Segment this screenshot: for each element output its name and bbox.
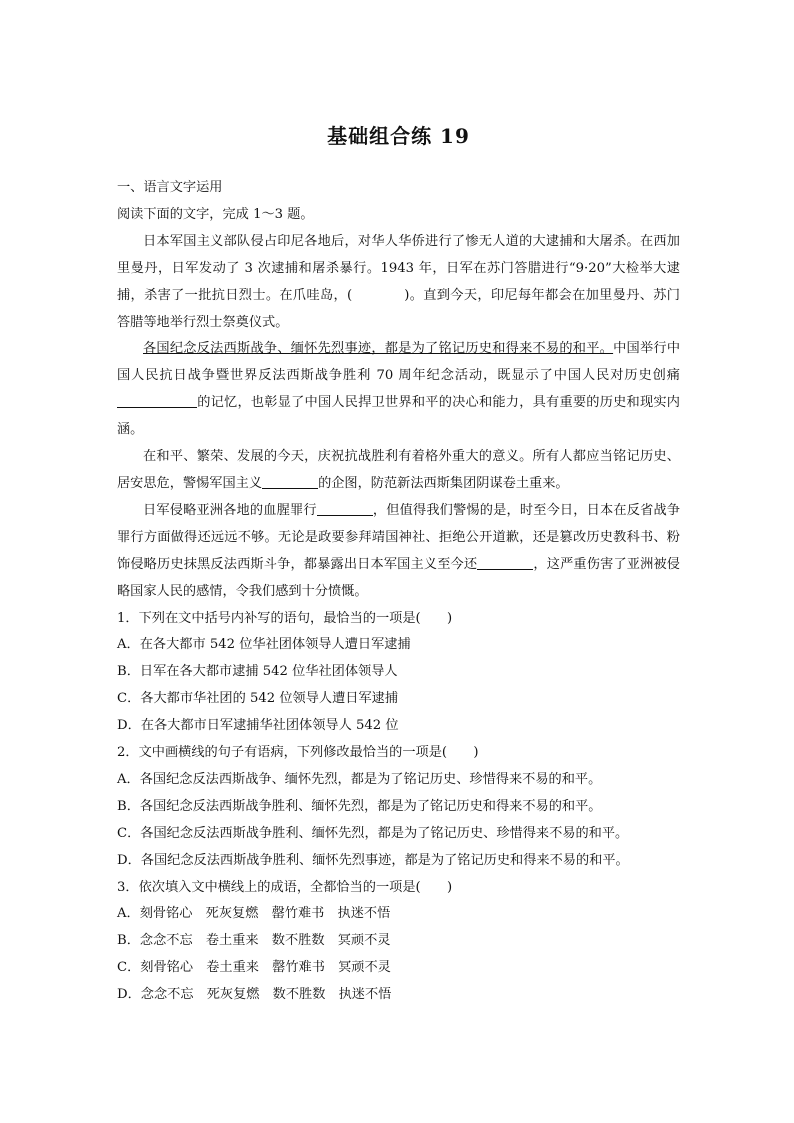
passage-paragraph-1	[117, 229, 680, 337]
underlined-sentence: 各国纪念反法西斯战争、缅怀先烈事迹，都是为了铭记历史和得来不易的和平。	[143, 341, 614, 357]
question-3-option-c: C．刻骨铭心 卷土重来 罄竹难书 冥顽不灵	[117, 960, 391, 976]
passage-p4-b: ，但值得我们警惕的是，时至今日，日本在反省战争罪行方面做得还远远不够。无论是政要参拜靖国神社、拒绝公开道歉，还是篡改历史教科书、粉饰侵略历史抹黑反法西斯斗争，都暴露出日本军国主义至今还	[117, 502, 681, 572]
question-1-stem: 1．下列在文中括号内补写的语句，最恰当的一项是( )	[117, 610, 453, 626]
question-3-stem: 3．依次填入文中横线上的成语，全都恰当的一项是( )	[117, 879, 453, 895]
passage-paragraph-2	[117, 336, 680, 444]
passage-p3-b: 的企图，防范新法西斯集团阴谋卷土重来。	[318, 475, 569, 491]
passage-p2-a: 中国举行中国人民抗日战争暨世界反法西斯战争胜利 70 周年纪念活动，既显示了中国人民对历史创痛	[117, 341, 681, 384]
question-1-option-b: B．日军在各大都市逮捕 542 位华社团体领导人	[117, 664, 398, 680]
passage-p2-b: 的记忆，也彰显了中国人民捍卫世界和平的决心和能力，具有重要的历史和现实内涵。	[117, 395, 680, 438]
passage-p4-c: ，这严重伤害了亚洲被侵略国家人民的感情，令我们感到十分愤慨。	[117, 556, 680, 599]
passage-p1-text: 日本军国主义部队侵占印尼各地后，对华人华侨进行了惨无人道的大逮捕和大屠杀。在西加里曼丹，日军发动了 3 次逮捕和屠杀暴行。1943 年，日军在苏门答腊进行“9·20”大检举大逮捕，杀害了一批抗日烈士。在爪哇岛，(	[117, 233, 680, 303]
question-1-option-a: A．在各大都市 542 位华社团体领导人遭日军逮捕	[117, 637, 411, 653]
question-2-option-c: C．各国纪念反法西斯战争胜利、缅怀先烈，都是为了铭记历史、珍惜得来不易的和平。	[117, 825, 629, 841]
reading-instruction: 阅读下面的文字，完成 1～3 题。	[117, 206, 314, 222]
fill-blank-3	[317, 501, 373, 516]
worksheet-page	[117, 120, 680, 1009]
question-2-option-b: B．各国纪念反法西斯战争胜利、缅怀先烈，都是为了铭记历史和得来不易的和平。	[117, 798, 602, 814]
question-1-option-c: C．各大都市华社团的 542 位领导人遭日军逮捕	[117, 691, 399, 707]
question-3-option-d: D．念念不忘 死灰复燃 数不胜数 执迷不悟	[117, 987, 392, 1003]
question-1-option-d: D．在各大都市日军逮捕华社团体领导人 542 位	[117, 718, 399, 734]
question-2-option-d: D．各国纪念反法西斯战争胜利、缅怀先烈事迹，都是为了铭记历史和得来不易的和平。	[117, 852, 629, 868]
fill-blank-2	[262, 474, 318, 489]
passage-paragraph-4	[117, 498, 680, 606]
question-3-option-a: A．刻骨铭心 死灰复燃 罄竹难书 执迷不悟	[117, 906, 391, 922]
passage-p1-end: )。直到今天，印尼每年都会在加里曼丹、苏门答腊等地举行烈士祭奠仪式。	[117, 287, 680, 330]
passage-p4-a: 日军侵略亚洲各地的血腥罪行	[143, 502, 317, 518]
page-title: 基础组合练 19	[327, 124, 470, 148]
question-2-option-a: A．各国纪念反法西斯战争、缅怀先烈，都是为了铭记历史、珍惜得来不易的和平。	[117, 771, 602, 787]
passage-paragraph-3	[117, 444, 680, 498]
fill-blank-1	[117, 393, 197, 408]
passage-p3-a: 在和平、繁荣、发展的今天，庆祝抗战胜利有着格外重大的意义。所有人都应当铭记历史、居安思危，警惕军国主义	[117, 449, 680, 491]
section-heading: 一、语言文字运用	[117, 180, 223, 195]
question-2-stem: 2．文中画横线的句子有语病，下列修改最恰当的一项是( )	[117, 745, 479, 761]
question-3-option-b: B．念念不忘 卷土重来 数不胜数 冥顽不灵	[117, 933, 391, 949]
fill-blank-4	[477, 555, 533, 570]
